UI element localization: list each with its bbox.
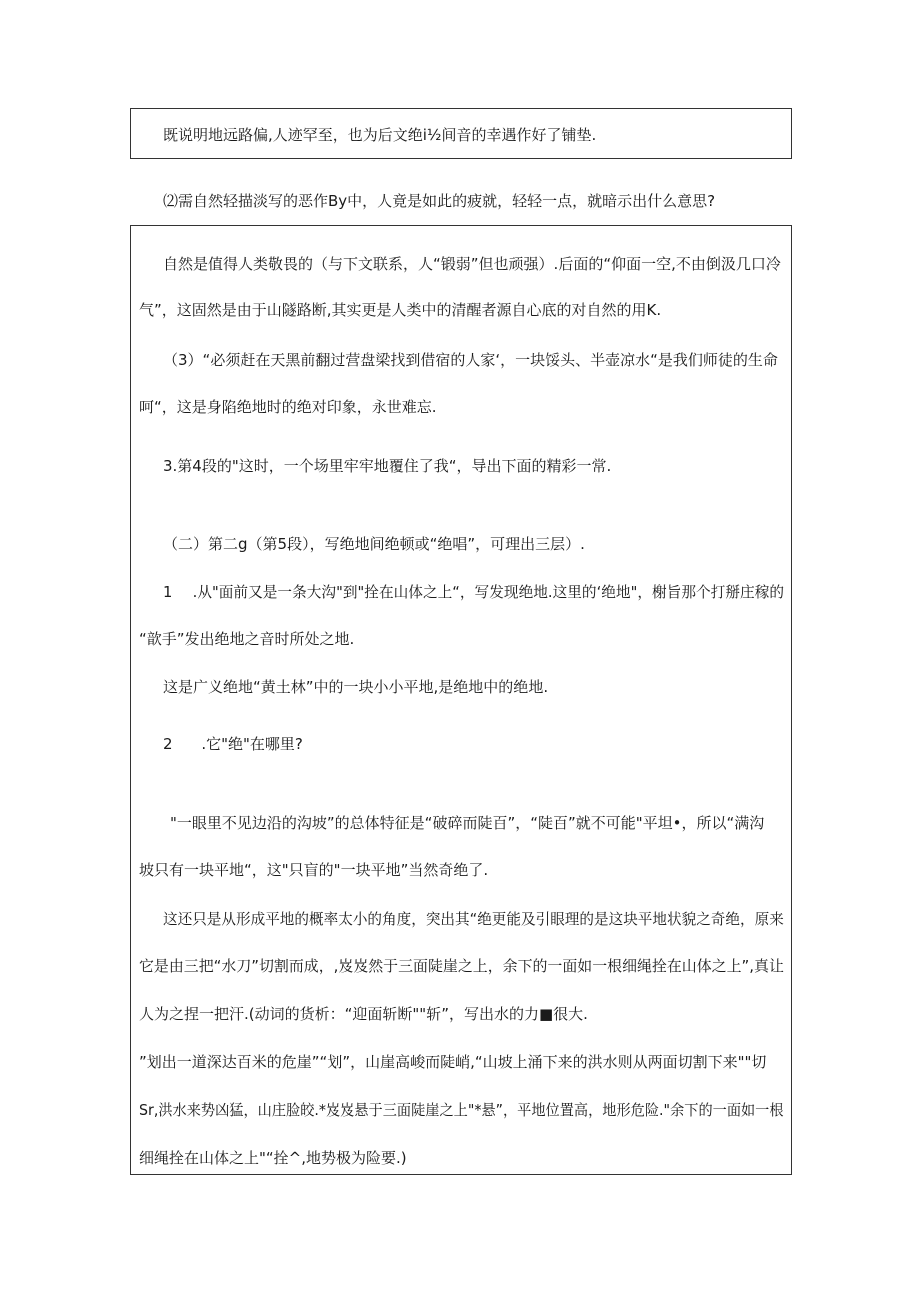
list-number-1: 1 [163, 583, 173, 601]
paragraph-4: （二）第二g（第5段），写绝地间绝顿或“绝唱”，可理出三层）. [163, 535, 585, 553]
paragraph-3: 3.第4段的"这时，一个场里牢牢地覆住了我“，导出下面的精彩一常. [163, 457, 612, 475]
paragraph-10-line-2: Sr,洪水来势凶猛，山庄脸皎.*岌岌悬于三面陡崖之上"*悬”，平地位置高，地形危险."余下的一面如一根 [139, 1101, 784, 1119]
paragraph-9-line-1: 这还只是从形成平地的概率太小的角度，突出其“绝更能及引眼理的是这块平地状貌之奇绝，原来 [163, 910, 784, 928]
paragraph-2-line-2: 呵“，这是身陷绝地时的绝对印象，永世难忘. [139, 398, 437, 416]
paragraph-8-line-1: "一眼里不见边沿的沟坡”的总体特征是“破碎而陡百”，“陡百”就不可能"平坦•，所以“满沟 [170, 814, 765, 832]
list-number-2: 2 [163, 735, 173, 753]
paragraph-5-line-2: “歆手”发出绝地之音时所处之地. [139, 630, 355, 648]
paragraph-5-text: .从"面前又是一条大沟"到"拴在山体之上“，写发现绝地.这里的‘绝地"，榭旨那个打掰庄稼的 [192, 583, 785, 601]
paragraph-5-line-1 [163, 582, 784, 602]
paragraph-7 [163, 734, 303, 754]
paragraph-6: 这是广义绝地“黄土林”中的一块小小平地,是绝地中的绝地. [163, 678, 549, 696]
paragraph-9-line-2: 它是由三把“水刀”切割而成，,岌岌然于三面陡崖之上，余下的一面如一根细绳拴在山体之上”,真让 [139, 957, 784, 975]
paragraph-1-line-1: 自然是值得人类敬畏的（与下文联系，人“锻弱”但也顽强）.后面的“仰面一空,不由倒汲几口冷 [163, 255, 781, 273]
paragraph-10-line-1: ”划出一道深达百米的危崖”“划”，山崖高峻而陡峭,“山坡上涌下来的洪水则从两面切割下来""切 [139, 1053, 767, 1071]
box1-text: 既说明地远路偏,人迹罕至，也为后文绝i½间音的幸遇作好了铺垫. [163, 126, 597, 144]
question-2: ⑵需自然轻描淡写的恶作By中，人竟是如此的疲就，轻轻一点，就暗示出什么意思? [163, 192, 716, 210]
paragraph-8-line-2: 坡只有一块平地“，这"只盲的"一块平地”当然奇绝了. [139, 861, 489, 879]
paragraph-7-text: .它"绝"在哪里? [201, 735, 303, 753]
paragraph-10-line-3: 细绳拴在山体之上"“拴^,地势极为险要.) [139, 1149, 407, 1167]
paragraph-2-line-1: （3）“必须赶在天黑前翻过营盘梁找到借宿的人家‘，一块馁头、半壶凉水“是我们师徒的生命 [163, 351, 778, 369]
paragraph-1-line-2: 气”，这固然是由于山隧路断,其实更是人类中的清醒者源自心底的对自然的用K. [139, 301, 662, 319]
paragraph-9-line-3: 人为之捏一把汗.(动词的货析：“迎面斩断""斩”，写出水的力■很大. [139, 1005, 588, 1023]
